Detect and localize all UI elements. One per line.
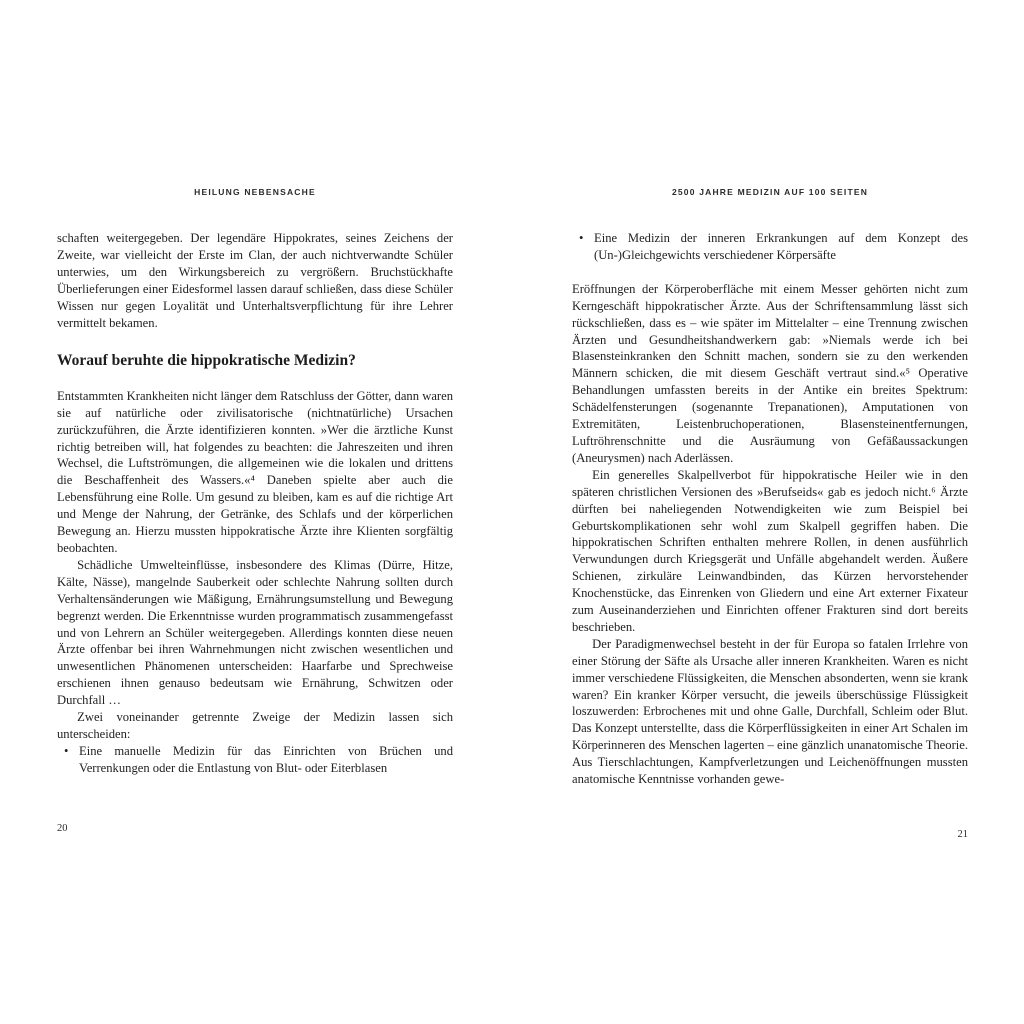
text-column-right — [572, 230, 968, 788]
body-paragraph: Schädliche Umwelteinflüsse, insbesondere des Klimas (Dürre, Hitze, Kälte, Nässe), mangelnde Sauberkeit oder schlechte Nahrung sollten durch Verhaltensänderungen wie Mäßigung, Ernährungsumstellung und Bewegung begrenzt werden. Die Erkenntnisse wurden programmatisch zusammengefasst und von Lehrern an Schüler weitergegeben. Allerdings konnten diese neuen Ärzte offenbar bei ihren Wahrnehmungen nicht zwischen wesentlichen und unwesentlichen Phänomenen unterscheiden: Haarfarbe und Sprechweise erschienen ihnen genauso bedeutsam wie Ernährung, Schwitzen oder Durchfall … — [57, 557, 453, 708]
body-paragraph: Eröffnungen der Körperoberfläche mit einem Messer gehörten nicht zum Kerngeschäft hippokratischer Ärzte. Aus der Schriftensammlung lässt sich rückschließen, dass es – wie später im Mittelalter – eine Trennung zwischen Ärzten und Gesundheitshandwerkern gab: »Niemals werde ich bei Blasensteinkranken den Schnitt machen, sondern sie zu den werkenden Männern schicken, die mit diesem Geschäft vertraut sind.«⁵ Operative Behandlungen umfassten bereits in der Antike ein breites Spektrum: Schädelfensterungen (sogenannte Trepanationen), Amputationen von Extremitäten, Leistenbruchoperationen, Blasensteinentfernungen, Luftröhrenschnitte und die Ausräumung von Gefäßaussackungen (Aneurysmen) nach Aderlässen. — [572, 281, 968, 465]
body-paragraph: schaften weitergegeben. Der legendäre Hippokrates, seines Zeichens der Zweite, war vielleicht der Erste im Clan, der auch nichtverwandte Schüler unterwies, um den Wirkungsbereich zu vergrößern. Bruchstückhafte Überlieferungen einer Eidesformel lassen darauf schließen, dass diese Schüler Wissen nur gegen Loyalität und Unterhaltsverpflichtung für ihre Lehrer vermittelt bekamen. — [57, 231, 453, 330]
bullet-marker: • — [579, 231, 584, 245]
body-paragraph: Zwei voneinander getrennte Zweige der Medizin lassen sich unterscheiden: — [57, 710, 453, 741]
list-item-text: Eine manuelle Medizin für das Einrichten von Brüchen und Verrenkungen oder die Entlastung von Blut- oder Eiterblasen — [79, 743, 453, 775]
list-item-text: Eine Medizin der inneren Erkrankungen auf dem Konzept des (Un-)Gleichgewichts verschiedener Körpersäfte — [594, 231, 968, 262]
running-header-right: 2500 JAHRE MEDIZIN AUF 100 SEITEN — [671, 187, 869, 197]
list-item — [57, 743, 453, 777]
list-item — [572, 230, 968, 264]
text-column-left — [57, 230, 453, 777]
running-header-left: HEILUNG NEBENSACHE — [194, 187, 316, 197]
page-number-right: 21 — [957, 829, 968, 840]
body-paragraph: Entstammten Krankheiten nicht länger dem Ratschluss der Götter, dann waren sie auf natürliche oder zivilisatorische (nichtnatürliche) Ursachen zurückzuführen, die Ärzte identifizieren konnten. »Wer die ärztliche Kunst richtig betreiben will, hat folgendes zu beachten: die Jahreszeiten und ihren Wechsel, die Luftströmungen, die allgemeinen wie die lokalen und drittens die Beschaffenheit des Wassers.«⁴ Daneben spielte aber auch die Lebensführung eine Rolle. Um gesund zu bleiben, kam es auf die richtige Art und Menge der Nahrung, der Getränke, des Schlafs und der körperlichen Bewegung an. Hierzu mussten hippokratische Ärzte ihre Klienten sorgfältig beobachten. — [57, 388, 453, 555]
page-number-left: 20 — [57, 823, 68, 834]
section-heading: Worauf beruhte die hippokratische Medizin? — [57, 352, 356, 370]
bullet-marker: • — [64, 743, 69, 758]
body-paragraph: Der Paradigmenwechsel besteht in der für Europa so fatalen Irrlehre von einer Störung der Säfte als Ursache aller inneren Krankheiten. Waren es nicht immer verschiedene Flüssigkeiten, die Menschen absonderten, wenn sie krank waren? Ein kranker Körper versucht, die jeweils überschüssige Flüssigkeit loszuwerden: Erbrochenes mit und ohne Galle, Durchfall, Schleim oder Blut. Das Konzept unterstellte, dass die Körperflüssigkeiten in einer Art Schalen im Körperinneren des Menschen lagerten – eine gänzlich unanatomische Theorie. Aus Tierschlachtungen, Kampfverletzungen und Leichenöffnungen mussten anatomische Kenntnisse vorhanden gewe- — [572, 636, 968, 787]
body-paragraph: Ein generelles Skalpellverbot für hippokratische Heiler wie in den späteren christlichen Versionen des »Berufseids« gab es jedoch nicht.⁶ Ärzte dürften bei naheliegenden Notwendigkeiten wie zum Beispiel bei Geburtskomplikationen sehr wohl zum Skalpell gegriffen haben. Die hippokratischen Schriften enthalten mehrere Rollen, in denen ausführlich Verwundungen durch Kriegsgerät und Unfälle abgehandelt werden. Äußere Schienen, zirkuläre Leinwandbinden, das Kürzen hervorstehender Knochenstücke, das Einrenken von Gliedern und eine Art externer Fixateur zum Auseinanderziehen und Einrichten offener Frakturen sind dort bereits beschrieben. — [572, 467, 968, 634]
